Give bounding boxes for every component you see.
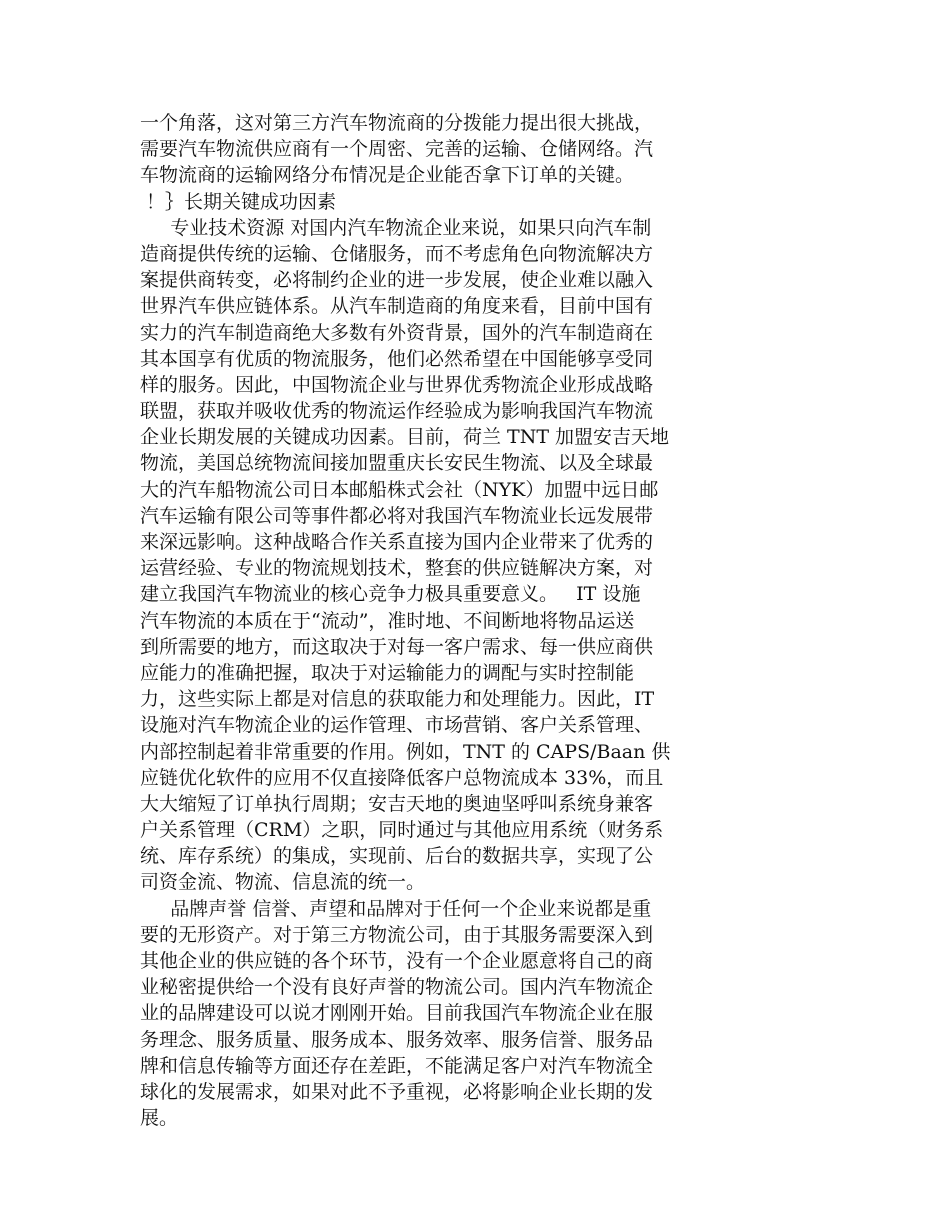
section-heading: ！｝长期关键成功因素	[140, 190, 337, 213]
text-line: 建立我国汽车物流业的核心竞争力极具重要意义。 IT 设施	[140, 583, 641, 606]
text-line: 大大缩短了订单执行周期；安吉天地的奥迪坚呼叫系统身兼客	[140, 792, 654, 815]
text-line: 应链优化软件的应用不仅直接降低客户总物流成本 33%，而且	[140, 766, 664, 789]
text-line: 其他企业的供应链的各个环节，没有一个企业愿意将自己的商	[140, 950, 654, 972]
text-line: 运营经验、专业的物流规划技术，整套的供应链解决方案，对	[140, 557, 654, 580]
text-line: 应能力的准确把握，取决于对运输能力的调配与实时控制能	[140, 661, 635, 684]
text-line: 大的汽车船物流公司日本邮船株式会社（NYK）加盟中远日邮	[140, 478, 659, 501]
text-line: 力，这些实际上都是对信息的获取能力和处理能力。因此，IT	[140, 688, 655, 711]
text-line: 其本国享有优质的物流服务，他们必然希望在中国能够享受同	[140, 347, 654, 370]
text-line: 展。	[140, 1107, 179, 1130]
text-line: 联盟，获取并吸收优秀的物流运作经验成为影响我国汽车物流	[140, 400, 654, 423]
text-line: 牌和信息传输等方面还存在差距，不能满足客户对汽车物流全	[140, 1054, 654, 1077]
text-line: 设施对汽车物流企业的运作管理、市场营销、客户关系管理、	[140, 714, 654, 737]
text-line: 物流，美国总统物流间接加盟重庆长安民生物流、以及全球最	[140, 452, 654, 475]
text-line: 汽车物流的本质在于“流动”，准时地、不间断地将物品运送	[140, 609, 635, 632]
text-line: 实力的汽车制造商绝大多数有外资背景，国外的汽车制造商在	[140, 321, 654, 344]
text-line: 汽车运输有限公司等事件都必将对我国汽车物流业长远发展带	[140, 504, 654, 527]
text-line: 企业长期发展的关键成功因素。目前，荷兰 TNT 加盟安吉天地	[140, 426, 670, 449]
text-line: 务理念、服务质量、服务成本、服务效率、服务信誉、服务品	[140, 1028, 654, 1051]
text-line: 统、库存系统）的集成，实现前、后台的数据共享，实现了公	[140, 845, 654, 868]
text-line: 世界汽车供应链体系。从汽车制造商的角度来看，目前中国有	[140, 295, 654, 318]
text-line: 业的品牌建设可以说才刚刚开始。目前我国汽车物流企业在服	[140, 1002, 654, 1025]
text-line: 来深远影响。这种战略合作关系直接为国内企业带来了优秀的	[140, 531, 654, 553]
text-line: 业秘密提供给一个没有良好声誉的物流公司。国内汽车物流企	[140, 976, 654, 999]
text-line: 内部控制起着非常重要的作用。例如，TNT 的 CAPS/Baan 供	[140, 740, 671, 763]
text-line: 司资金流、物流、信息流的统一。	[140, 871, 426, 894]
body-text	[140, 110, 740, 1131]
text-line: 车物流商的运输网络分布情况是企业能否拿下订单的关键。	[140, 164, 635, 187]
text-line: 专业技术资源 对国内汽车物流企业来说，如果只向汽车制	[140, 216, 652, 239]
text-line: 要的无形资产。对于第三方物流公司，由于其服务需要深入到	[140, 923, 654, 946]
text-line: 案提供商转变，必将制约企业的进一步发展，使企业难以融入	[140, 269, 654, 292]
text-line: 一个角落，这对第三方汽车物流商的分拨能力提出很大挑战，	[140, 112, 654, 134]
text-line: 到所需要的地方，而这取决于对每一客户需求、每一供应商供	[140, 635, 654, 658]
text-line: 需要汽车物流供应商有一个周密、完善的运输、仓储网络。汽	[140, 138, 654, 161]
text-line: 户关系管理（CRM）之职，同时通过与其他应用系统（财务系	[140, 819, 664, 842]
text-line: 样的服务。因此，中国物流企业与世界优秀物流企业形成战略	[140, 373, 654, 396]
text-line: 造商提供传统的运输、仓储服务，而不考虑角色向物流解决方	[140, 242, 654, 265]
text-line: 球化的发展需求，如果对此不予重视，必将影响企业长期的发	[140, 1080, 654, 1103]
text-line: 品牌声誉 信誉、声望和品牌对于任何一个企业来说都是重	[140, 897, 652, 920]
